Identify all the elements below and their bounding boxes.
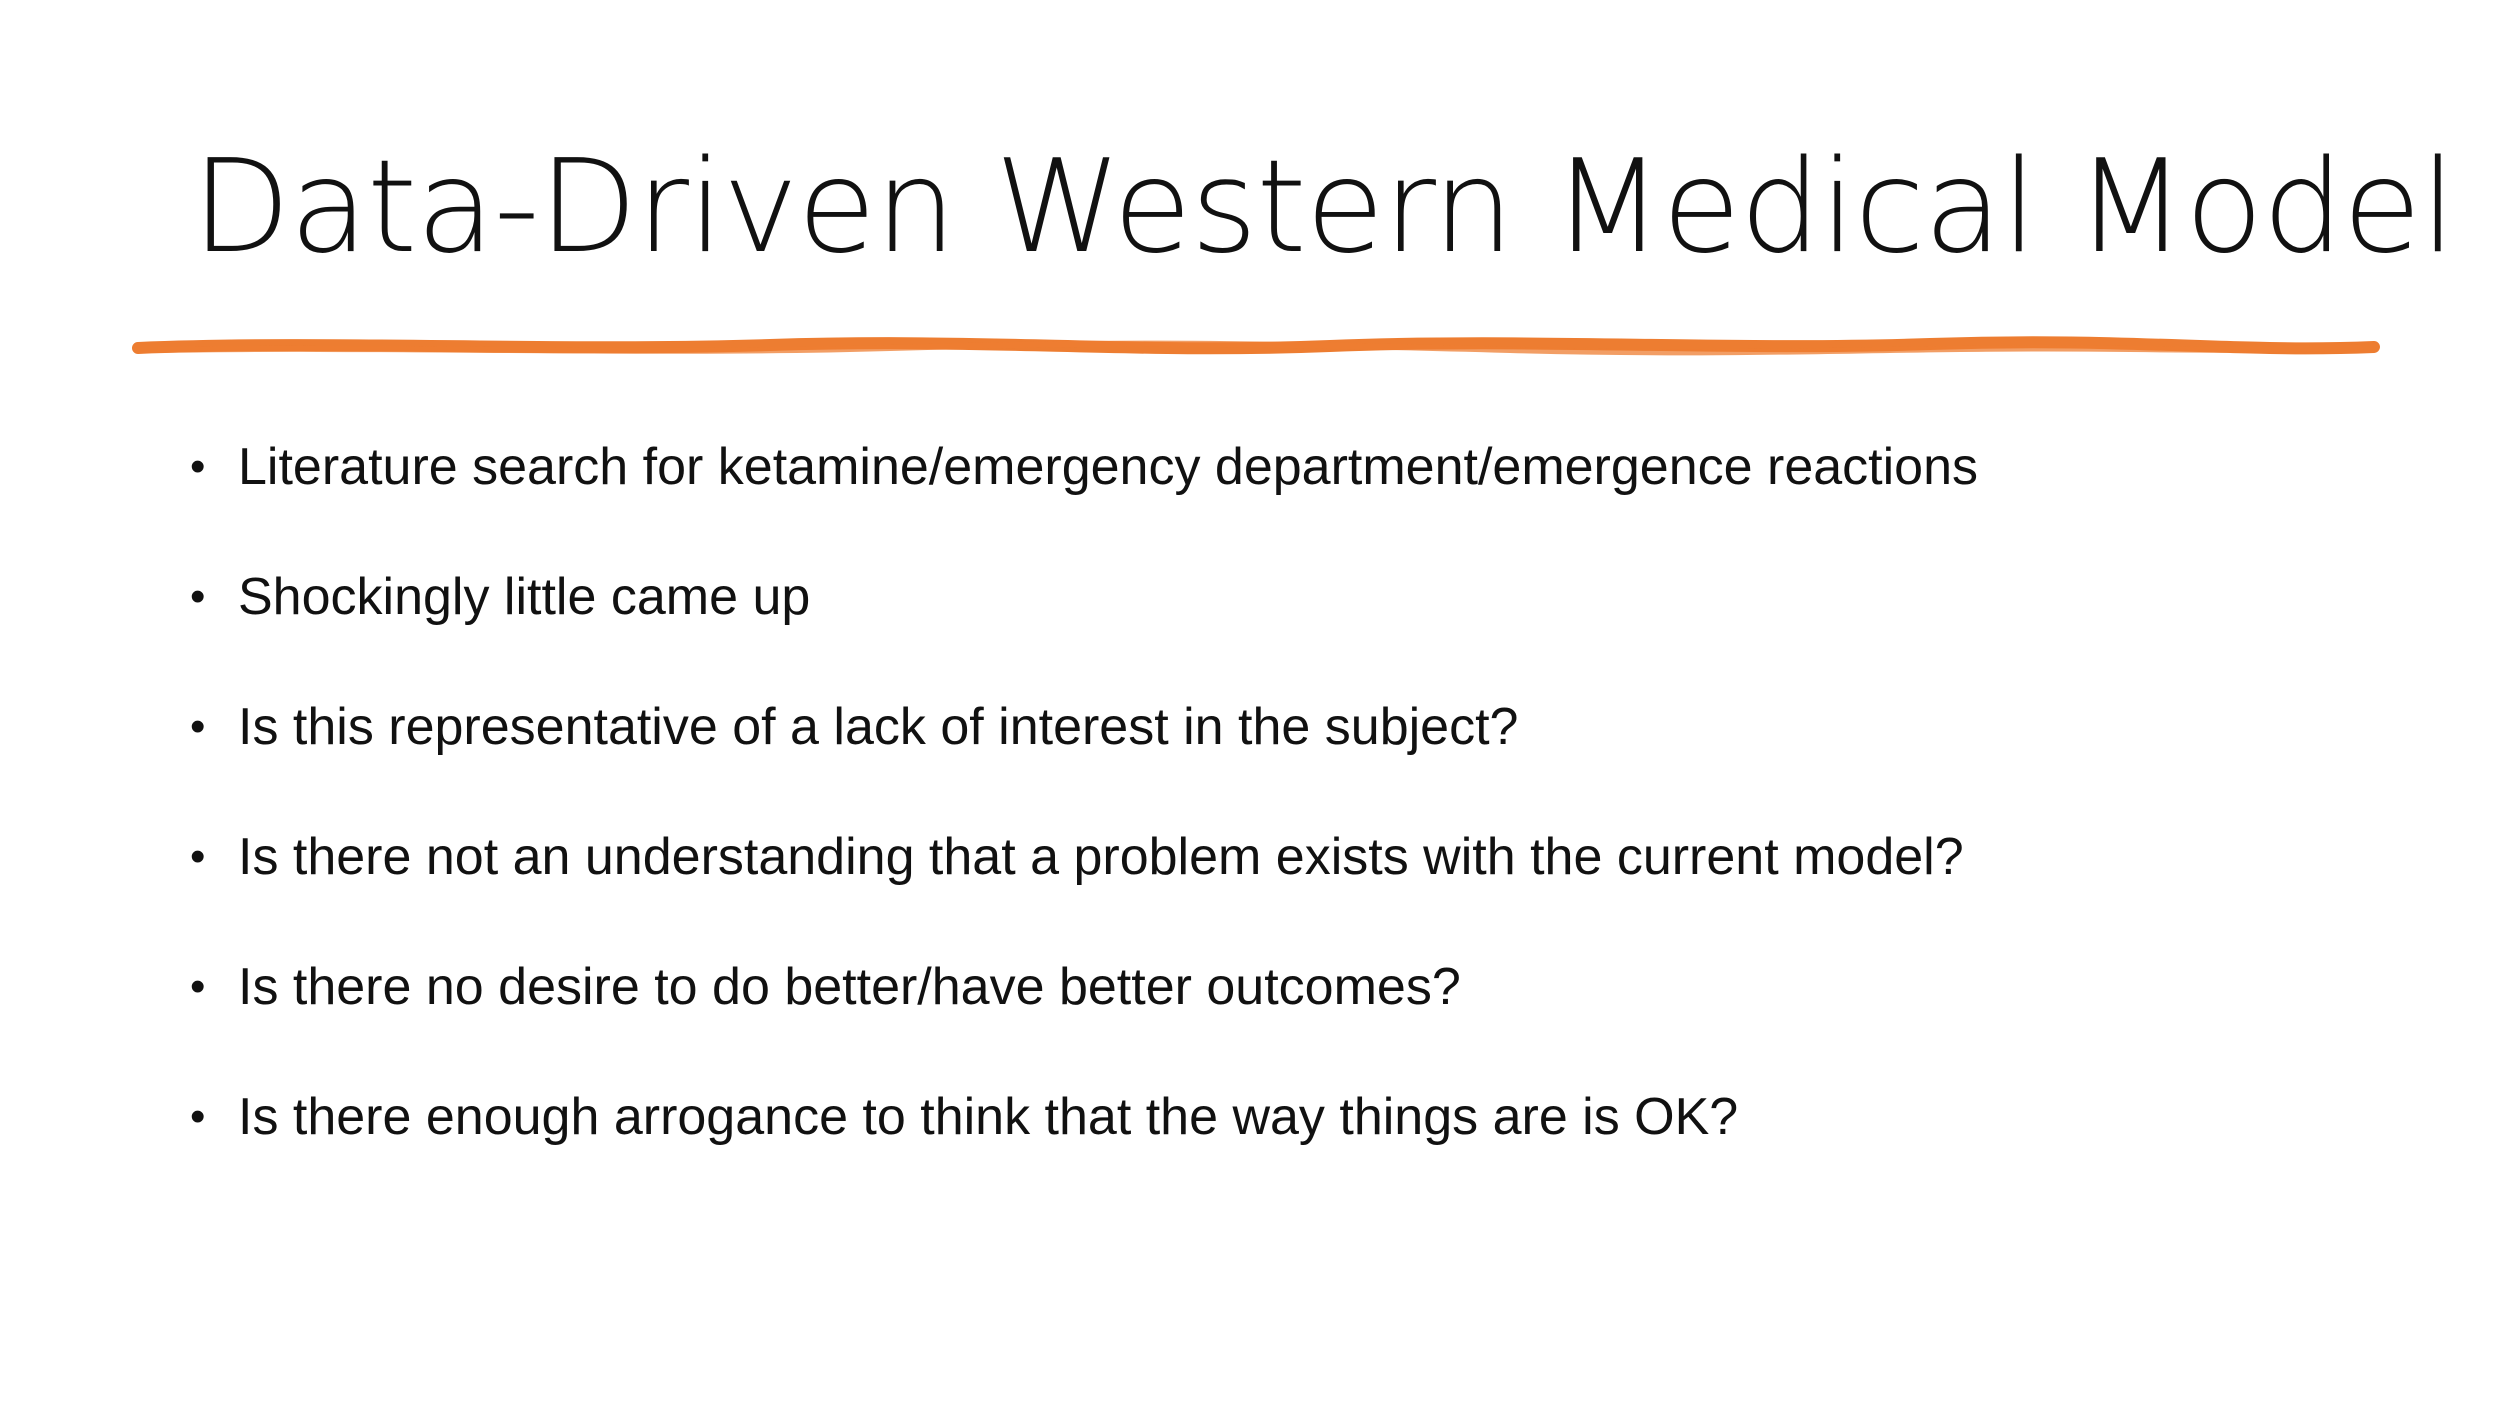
bullet-text: Is there not an understanding that a problem exists with the current model?: [238, 828, 1964, 886]
slide-title: Data-Driven Western Medical Model: [192, 133, 2455, 282]
bullet-item: [190, 822, 1978, 952]
bullet-marker: •: [190, 962, 206, 1011]
bullet-text: Is this representative of a lack of interest in the subject?: [238, 698, 1519, 756]
bullet-marker: •: [190, 442, 206, 491]
bullet-text: Is there enough arrogance to think that the way things are is OK?: [238, 1088, 1739, 1146]
bullet-marker: •: [190, 832, 206, 881]
bullet-item: [190, 1082, 1978, 1212]
bullet-text: Literature search for ketamine/emergency department/emergence reactions: [238, 438, 1978, 496]
bullet-item: [190, 692, 1978, 822]
bullet-item: [190, 952, 1978, 1082]
bullet-item: [190, 432, 1978, 562]
bullet-marker: •: [190, 1092, 206, 1141]
bullet-marker: •: [190, 572, 206, 621]
bullet-text: Shockingly little came up: [238, 568, 811, 626]
bullet-list: [190, 432, 1978, 1212]
bullet-marker: •: [190, 702, 206, 751]
bullet-item: [190, 562, 1978, 692]
bullet-text: Is there no desire to do better/have better outcomes?: [238, 958, 1461, 1016]
title-underline: [130, 328, 2380, 368]
